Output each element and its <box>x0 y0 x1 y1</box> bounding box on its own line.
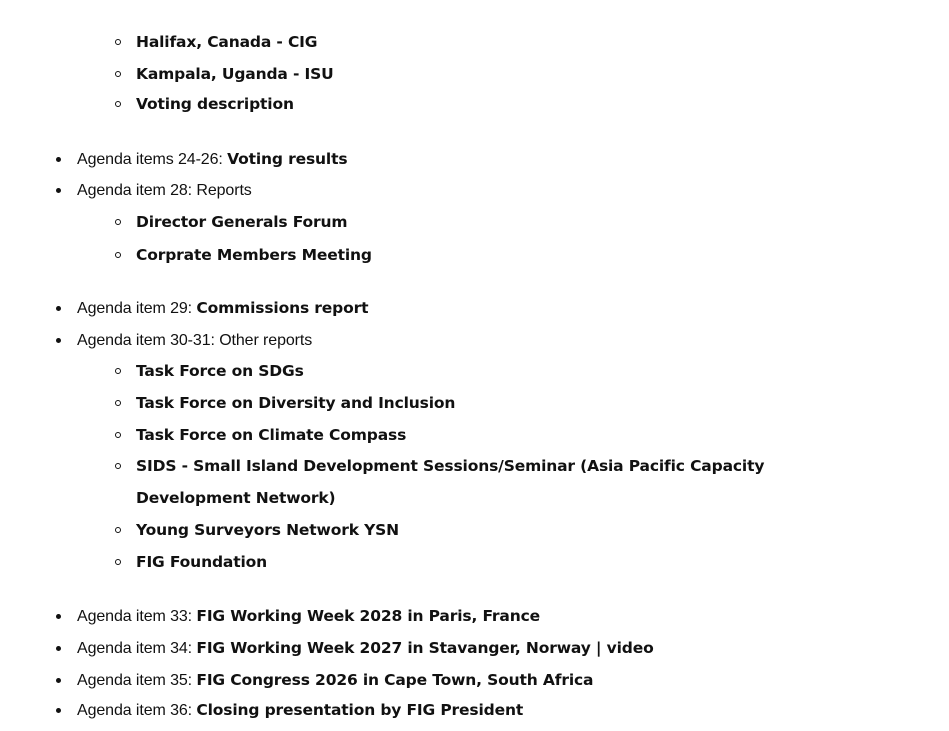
agenda-item-title: Commissions report <box>196 299 369 317</box>
agenda-item-label: Agenda items 24-26: <box>77 151 228 168</box>
agenda-item-label: Agenda item 29: <box>77 300 197 317</box>
agenda-subitem <box>136 520 399 540</box>
agenda-item-title: Task Force on Diversity and Inclusion <box>136 394 456 412</box>
agenda-item-title: Voting results <box>227 150 348 168</box>
agenda-item-label: Agenda item 36: <box>77 702 197 719</box>
agenda-item-title: Task Force on SDGs <box>136 362 304 380</box>
agenda-subitem <box>136 32 317 52</box>
agenda-item <box>77 330 312 350</box>
agenda-item-label: Agenda item 33: <box>77 608 197 625</box>
agenda-item-label: Agenda item 30-31: Other reports <box>77 332 313 349</box>
agenda-item-title: Voting description <box>136 95 294 113</box>
agenda-subitem <box>136 361 304 381</box>
agenda-subitem <box>136 488 335 508</box>
agenda-item-title: FIG Working Week 2028 in Paris, France <box>196 607 540 625</box>
agenda-item-title: FIG Working Week 2027 in Stavanger, Norway | video <box>196 639 654 657</box>
agenda-item-title: Kampala, Uganda - ISU <box>136 65 334 83</box>
agenda-item-title: FIG Foundation <box>136 553 268 571</box>
agenda-subitem <box>136 245 372 265</box>
agenda-item-title: Task Force on Climate Compass <box>136 426 407 444</box>
agenda-item-label: Agenda item 35: <box>77 672 197 689</box>
agenda-item-title: Halifax, Canada - CIG <box>136 33 318 51</box>
agenda-subitem <box>136 64 334 84</box>
agenda-item-title: FIG Congress 2026 in Cape Town, South Africa <box>196 671 594 689</box>
agenda-item-label: Agenda item 28: Reports <box>77 182 252 199</box>
agenda-item <box>77 606 540 626</box>
agenda-subitem <box>136 94 294 114</box>
agenda-item-title: Closing presentation by FIG President <box>196 701 524 719</box>
agenda-item <box>77 670 593 690</box>
agenda-item-title: Director Generals Forum <box>136 213 348 231</box>
agenda-subitem <box>136 212 347 232</box>
agenda-item <box>77 700 523 720</box>
agenda-item-label: Agenda item 34: <box>77 640 197 657</box>
agenda-item-title: Development Network) <box>136 489 336 507</box>
agenda-subitem <box>136 425 406 445</box>
agenda-subitem <box>136 552 267 572</box>
agenda-item <box>77 180 252 200</box>
agenda-item-title: Young Surveyors Network YSN <box>136 521 400 539</box>
agenda-item <box>77 149 347 169</box>
agenda-subitem <box>136 393 455 413</box>
agenda-item <box>77 638 654 658</box>
agenda-subitem <box>136 456 764 476</box>
agenda-item-title: SIDS - Small Island Development Sessions/Seminar (Asia Pacific Capacity <box>136 457 765 475</box>
agenda-item-title: Corprate Members Meeting <box>136 246 372 264</box>
agenda-item <box>77 298 368 318</box>
